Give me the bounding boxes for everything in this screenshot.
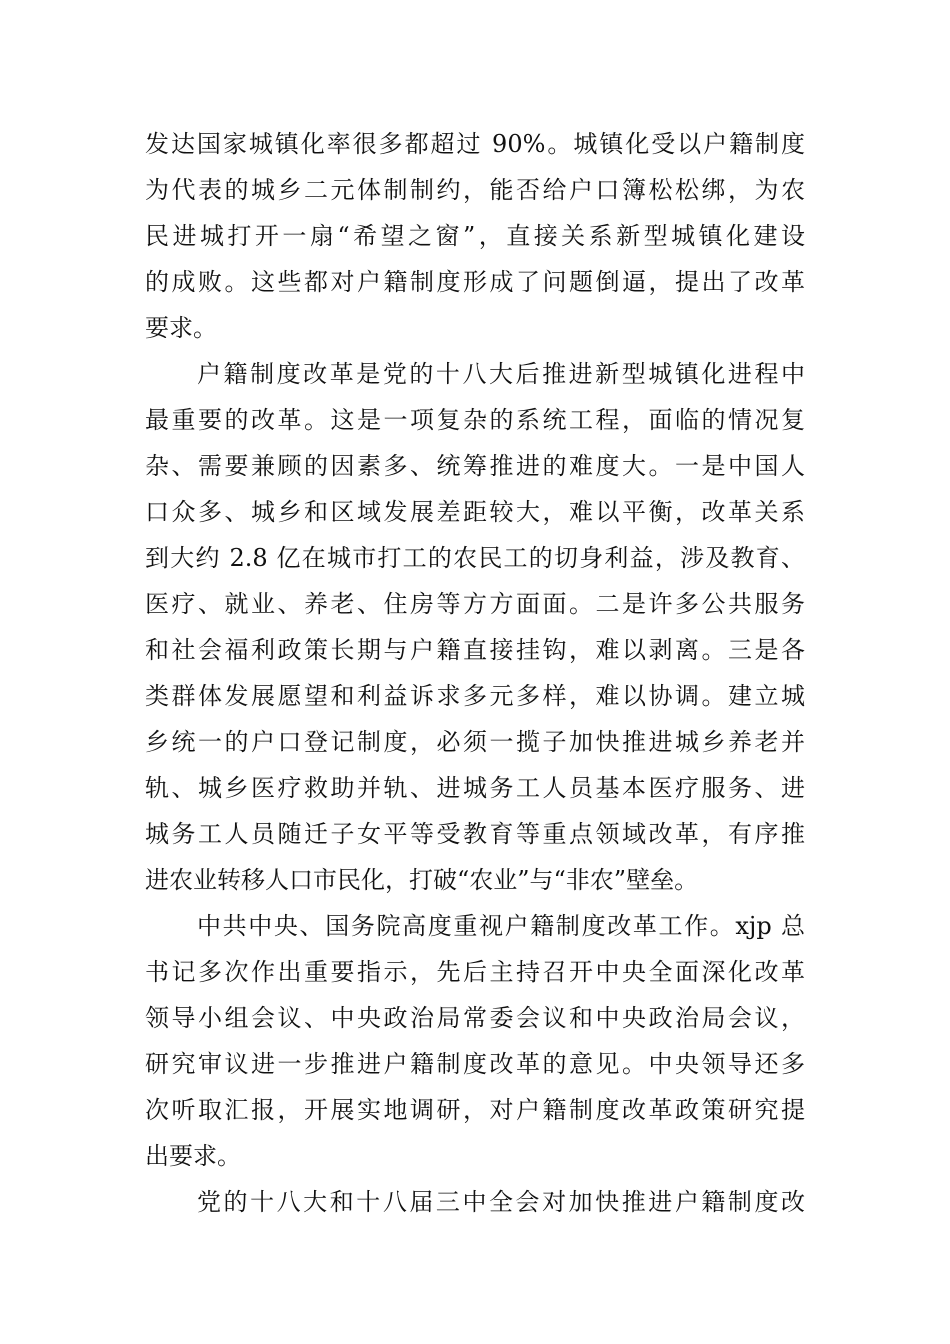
paragraph-3-line-2: 书记多次作出重要指示，先后主持召开中央全面深化改革 xyxy=(145,958,805,986)
paragraph-1-line-4: 的成败。这些都对户籍制度形成了问题倒逼，提出了改革 xyxy=(145,268,805,296)
paragraph-2-line-9: 乡统一的户口登记制度，必须一揽子加快推进城乡养老并 xyxy=(145,728,805,756)
document-body xyxy=(145,121,805,1225)
paragraph-2-line-8: 类群体发展愿望和利益诉求多元多样，难以协调。建立城 xyxy=(145,682,805,710)
paragraph-2-line-4: 口众多、城乡和区域发展差距较大，难以平衡，改革关系 xyxy=(145,498,805,526)
paragraph-1-line-2: 为代表的城乡二元体制制约，能否给户口簿松松绑，为农 xyxy=(145,176,805,204)
paragraph-2-line-6: 医疗、就业、养老、住房等方方面面。二是许多公共服务 xyxy=(145,590,805,618)
paragraph-1-line-3: 民进城打开一扇“希望之窗”，直接关系新型城镇化建设 xyxy=(145,222,805,250)
paragraph-1-line-1: 发达国家城镇化率很多都超过 90%。城镇化受以户籍制度 xyxy=(145,130,805,158)
paragraph-2-line-5: 到大约 2.8 亿在城市打工的农民工的切身利益，涉及教育、 xyxy=(145,544,805,572)
paragraph-2-line-10: 轨、城乡医疗救助并轨、进城务工人员基本医疗服务、进 xyxy=(145,774,805,802)
paragraph-2-line-3: 杂、需要兼顾的因素多、统筹推进的难度大。一是中国人 xyxy=(145,452,805,480)
paragraph-2-line-12: 进农业转移人口市民化，打破“农业”与“非农”壁垒。 xyxy=(145,866,699,894)
paragraph-3-line-5: 次听取汇报，开展实地调研，对户籍制度改革政策研究提 xyxy=(145,1096,805,1124)
paragraph-2-line-11: 城务工人员随迁子女平等受教育等重点领域改革，有序推 xyxy=(145,820,805,848)
paragraph-3-line-4: 研究审议进一步推进户籍制度改革的意见。中央领导还多 xyxy=(145,1050,805,1078)
paragraph-2-line-1: 户籍制度改革是党的十八大后推进新型城镇化进程中 xyxy=(197,360,805,388)
paragraph-3-line-3: 领导小组会议、中央政治局常委会议和中央政治局会议， xyxy=(145,1004,805,1032)
paragraph-2-line-2: 最重要的改革。这是一项复杂的系统工程，面临的情况复 xyxy=(145,406,805,434)
paragraph-1-line-5: 要求。 xyxy=(145,314,217,342)
paragraph-3-line-6: 出要求。 xyxy=(145,1142,241,1170)
paragraph-2-line-7: 和社会福利政策长期与户籍直接挂钩，难以剥离。三是各 xyxy=(145,636,805,664)
paragraph-3-line-1: 中共中央、国务院高度重视户籍制度改革工作。xjp 总 xyxy=(197,912,805,940)
paragraph-4-line-1: 党的十八大和十八届三中全会对加快推进户籍制度改 xyxy=(197,1188,805,1216)
